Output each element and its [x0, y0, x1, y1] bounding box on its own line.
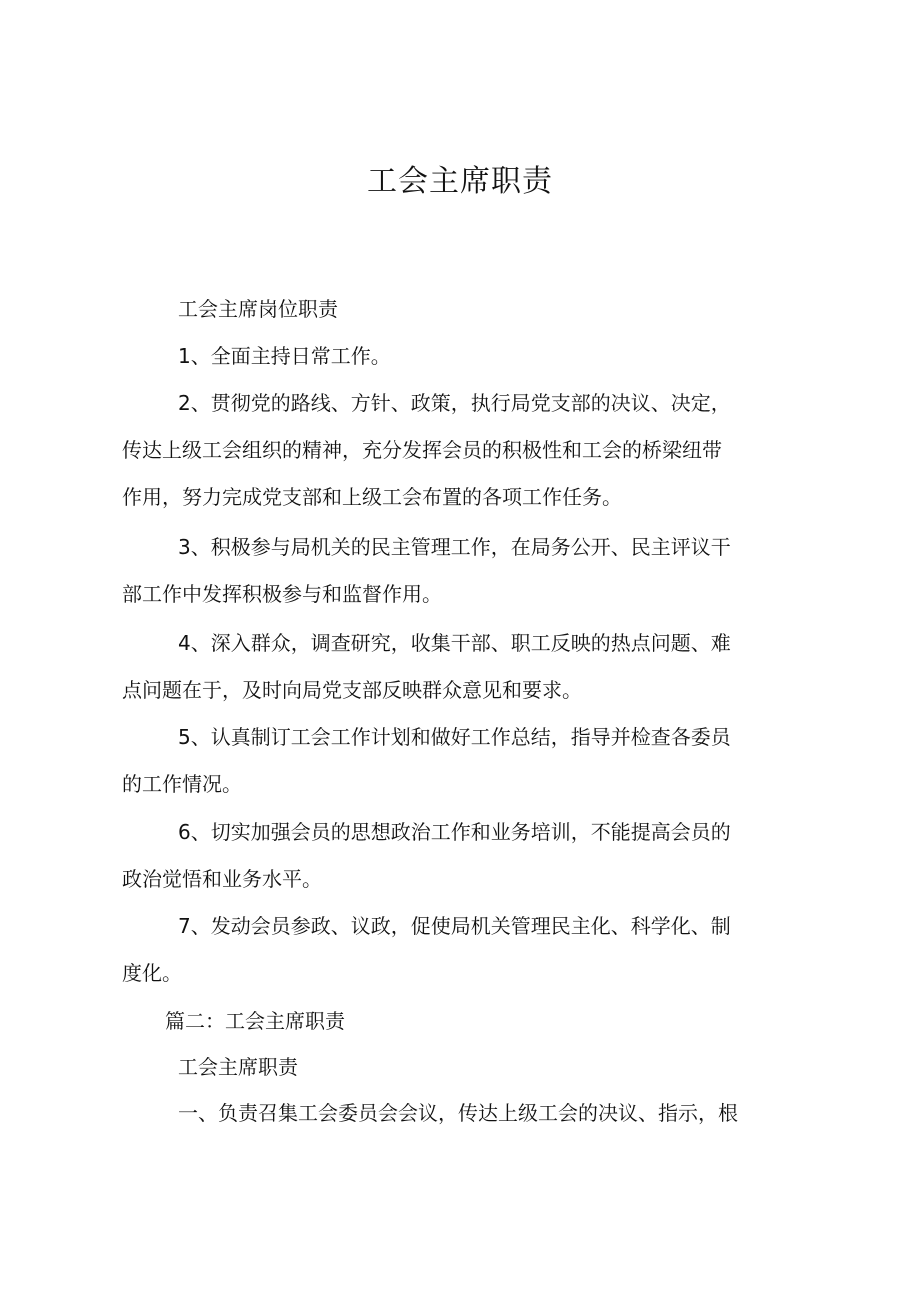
item-2-line-3: 作用，努力完成党支部和上级工会布置的各项工作任务。 — [122, 485, 622, 509]
item-2-line-2: 传达上级工会组织的精神，充分发挥会员的积极性和工会的桥梁纽带 — [122, 438, 722, 462]
item-3-line-2: 部工作中发挥积极参与和监督作用。 — [122, 582, 442, 606]
section2-heading: 篇二：工会主席职责 — [165, 1009, 345, 1033]
item-4-line-1: 4、深入群众，调查研究，收集干部、职工反映的热点问题、难 — [178, 631, 731, 655]
item-5-line-2: 的工作情况。 — [122, 772, 242, 796]
item-3-line-1: 3、积极参与局机关的民主管理工作，在局务公开、民主评议干 — [178, 535, 731, 559]
item-6-line-2: 政治觉悟和业务水平。 — [122, 867, 322, 891]
item-4-line-2: 点问题在于，及时向局党支部反映群众意见和要求。 — [122, 678, 582, 702]
section1-heading: 工会主席岗位职责 — [178, 297, 338, 321]
item-5-line-1: 5、认真制订工会工作计划和做好工作总结，指导并检查各委员 — [178, 725, 731, 749]
item-6-line-1: 6、切实加强会员的思想政治工作和业务培训，不能提高会员的 — [178, 820, 731, 844]
item-7-line-1: 7、发动会员参政、议政，促使局机关管理民主化、科学化、制 — [178, 914, 731, 938]
item-2-line-1: 2、贯彻党的路线、方针、政策，执行局党支部的决议、决定， — [178, 391, 731, 415]
item-7-line-2: 度化。 — [122, 961, 182, 985]
section2-subheading: 工会主席职责 — [178, 1055, 298, 1079]
item-1: 1、全面主持日常工作。 — [178, 344, 391, 368]
section2-item-1-line-1: 一、负责召集工会委员会会议，传达上级工会的决议、指示，根 — [178, 1101, 738, 1125]
document-title: 工会主席职责 — [367, 164, 553, 199]
